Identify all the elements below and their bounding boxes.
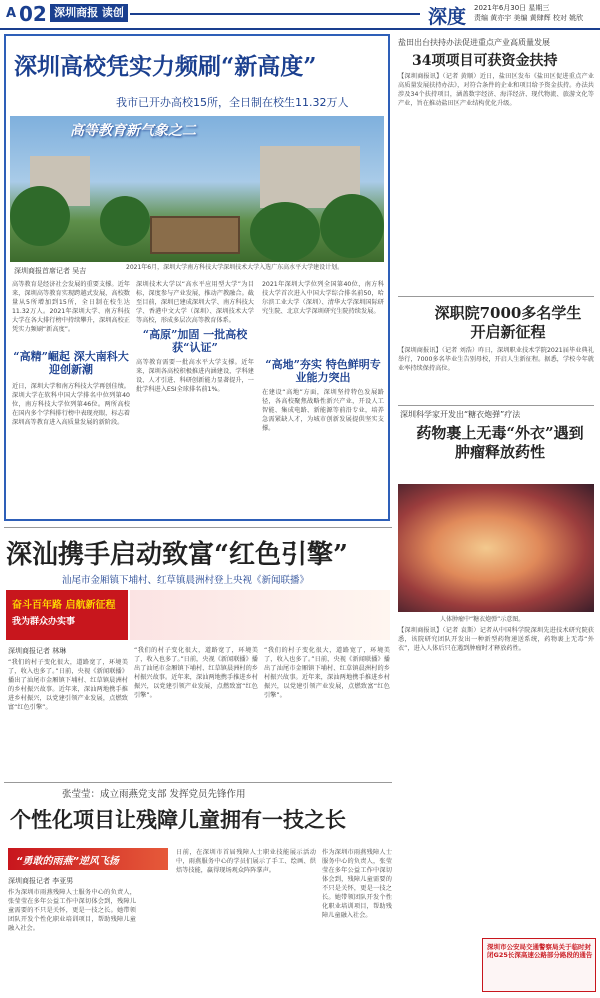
- tree-shape: [250, 202, 320, 262]
- bottom-body-col1: 作为深圳市雨燕残障人士服务中心的负责人，张莹莹在多年公益工作中深切体会到，残障儿童需要的不只是关怀，更是一技之长。她带领团队开发个性化职业培训项目，帮助残障儿童融入社会。: [8, 889, 136, 932]
- ad-text: 深圳市公安局交通警察局关于临时封闭G25长深高速公路部分路段的通告: [487, 943, 593, 959]
- bottom-kicker: 张莹莹：成立雨燕党支部 发挥党员先锋作用: [62, 789, 246, 800]
- lead-subhead-2: “高原”加固 一批高校获“认证”: [142, 328, 248, 354]
- lead-subhead-1: “高精”崛起 深大南科大迎创新潮: [13, 350, 129, 376]
- lead-story[interactable]: [4, 34, 390, 521]
- lead-body-col3b: 在建设“高地”方面，深圳坚持特色发展路径，各高校聚焦战略性新兴产业，开设人工智能、集成电路、新能源等前沿专业，培养急需紧缺人才，为城市创新发展提供坚实支撑。: [262, 389, 384, 432]
- tumor-photo-caption: 人体肿瘤中“糖衣炮弹”示意图。: [440, 616, 525, 623]
- tree-shape: [320, 194, 384, 258]
- bottom-body-col3: 作为深圳市雨燕残障人士服务中心的负责人，张莹莹在多年公益工作中深切体会到，残障儿童需要的不只是关怀，更是一技之长。她带领团队开发个性化职业培训项目，帮助残障儿童融入社会。: [322, 849, 392, 919]
- middle-byline: 深圳商报记者 林琳: [8, 647, 67, 655]
- bottom-byline: 深圳商报记者 李亚男: [8, 877, 74, 885]
- header-meta: [474, 3, 583, 23]
- tree-shape: [10, 186, 70, 246]
- divider: [398, 296, 594, 297]
- bottom-headline[interactable]: 个性化项目让残障儿童拥有一技之长: [10, 807, 346, 832]
- divider: [4, 782, 392, 783]
- photo-banner: 高等教育新气象之二: [70, 123, 196, 139]
- lead-body-col2: 深圳技术大学以“高水平应用型大学”为目标，深度参与产业发展，推动产教融合。截至目前，深圳已建成深圳大学、南方科技大学、香港中文大学（深圳）、深圳技术大学等高校，形成多层次高等教育体系。: [136, 281, 254, 324]
- middle-body-col3: “我们的村子变化很大，道路宽了，环境美了，收入也多了。”日前，央视《新闻联播》播出了汕尾市金厢镇下埔村、红草镇晨洲村的乡村振兴故事。近年来，深汕两地携手推进乡村振兴，以党建引领产业发展，点燃致富“红色引擎”。: [264, 647, 390, 699]
- tree-shape: [100, 196, 150, 246]
- divider: [398, 405, 594, 406]
- banner-line-2: 我为群众办实事: [12, 617, 76, 627]
- middle-body-col1: “我们的村子变化很大，道路宽了，环境美了，收入也多了。”日前，央视《新闻联播》播出了汕尾市金厢镇下埔村、红草镇晨洲村的乡村振兴故事。近年来，深汕两地携手推进乡村振兴，以党建引领产业发展，点燃致富“红色引擎”。: [8, 659, 128, 711]
- right-story1-body: 【深圳商报讯】（记者 黄顺）近日，盐田区发布《盐田区促进重点产业高质量发展扶持办法》，对符合条件的企业和项目给予资金扶持。办法共涉及34个扶持项目，涵盖数字经济、海洋经济、现代物流、旅游文化等产业，旨在推动盐田区产业结构优化升级。: [398, 73, 594, 107]
- bottom-banner-text: “勇敢的雨燕”逆风飞扬: [16, 856, 119, 867]
- right-story3-body: 【深圳商报讯】（记者 袁斯）记者从中国科学院深圳先进技术研究院获悉，该院研究团队开发出一种新型药物递送系统，药物裹上无毒“外衣”，进入人体后只在遇到肿瘤时才释放药性。: [398, 627, 594, 652]
- issue-date: 2021年6月30日 星期三: [474, 4, 550, 12]
- right-story3-headline[interactable]: 药物裹上无毒“外衣”遇到肿瘤释放药性: [416, 424, 584, 461]
- banner-background: [130, 590, 390, 640]
- lead-subhead-3: “高地”夯实 特色鲜明专业能力突出: [265, 358, 381, 384]
- red-theme-banner: [6, 590, 128, 640]
- middle-headline[interactable]: 深汕携手启动致富“红色引擎”: [6, 540, 348, 570]
- lead-body-col2b: 高等教育需要一批高水平大学支撑。近年来，深圳各高校积极推进内涵建设，学科建设、人才引进、科研创新能力显著提升，一批学科进入ESI全球排名前1%。: [136, 359, 254, 393]
- lead-body-col1b: 近日，深圳大学和南方科技大学再创佳绩。深圳大学在软科中国大学排名中位列第40位，南方科技大学位列第46位。两所高校在国内多个学科排行榜中表现亮眼，标志着深圳高等教育进入高质量发展的新阶段。: [12, 383, 130, 426]
- bottom-body-col2: 日前，在深圳市首届残障人士职业技能展示活动中，雨燕服务中心的学员们展示了手工、绘画、烘焙等技能，赢得现场观众阵阵掌声。: [176, 849, 316, 874]
- header-rule: [130, 13, 420, 15]
- section-title: 深度: [428, 6, 467, 28]
- page-letter: A: [6, 6, 17, 21]
- page-number: 02: [19, 2, 47, 26]
- masthead-logo: 深圳商报 读创: [50, 4, 128, 22]
- lead-body-col3: 2021年深圳大学位列全国第40位，南方科技大学首次进入中国大学综合排名前50，哈尔滨工业大学（深圳）、清华大学深圳国际研究生院、北京大学深圳研究生院持续发展。: [262, 281, 384, 315]
- lead-body-col1: 高等教育是经济社会发展的重要支撑。近年来，深圳高等教育实现跨越式发展，高校数量从5所增加到15所，全日制在校生达11.32万人。2021年深圳大学、南方科技大学在各大排行榜中持续攀升，深圳高校正凭实力频刷“新高度”。: [12, 281, 130, 333]
- right-story3-kicker: 深圳科学家开发出“糖衣炮弹”疗法: [400, 410, 521, 419]
- middle-subheadline: 汕尾市金厢镇下埔村、红草镇晨洲村登上央视《新闻联播》: [62, 575, 310, 586]
- lead-subheadline: 我市已开办高校15所，全日制在校生11.32万人: [116, 96, 349, 109]
- right-story1-kicker: 盐田出台扶持办法促进重点产业高质量发展: [398, 38, 550, 47]
- lead-byline: 深圳商报首席记者 吴吉: [14, 267, 87, 275]
- right-story1-headline[interactable]: 34项项目可获资金扶持: [412, 53, 558, 69]
- page-header: [0, 0, 600, 30]
- right-story2-body: 【深圳商报讯】（记者 刘浩）昨日，深圳职业技术学院2021届毕业典礼举行，7000多名毕业生告别母校，开启人生新征程。据悉，学校今年就业率持续保持高位。: [398, 347, 594, 372]
- campus-sign: [150, 216, 240, 254]
- traffic-notice-ad[interactable]: [482, 938, 596, 992]
- tumor-illustration: [398, 484, 594, 612]
- banner-line-1: 奋斗百年路 启航新征程: [12, 600, 116, 611]
- divider: [4, 527, 392, 528]
- editor-credits: 责编 黄亦宇 美编 黄肆辉 校对 姚欣: [474, 14, 584, 22]
- lead-headline[interactable]: 深圳高校凭实力频刷“新高度”: [14, 53, 317, 80]
- photo-caption: 2021年6月，深圳大学南方科技大学深圳技术大学入选广东高水平大学建设计划。: [126, 264, 344, 271]
- campus-photo: [10, 116, 384, 262]
- right-story2-headline[interactable]: 深职院7000多名学生开启新征程: [434, 304, 582, 341]
- middle-body-col2: “我们的村子变化很大，道路宽了，环境美了，收入也多了。”日前，央视《新闻联播》播出了汕尾市金厢镇下埔村、红草镇晨洲村的乡村振兴故事。近年来，深汕两地携手推进乡村振兴，以党建引领产业发展，点燃致富“红色引擎”。: [134, 647, 258, 699]
